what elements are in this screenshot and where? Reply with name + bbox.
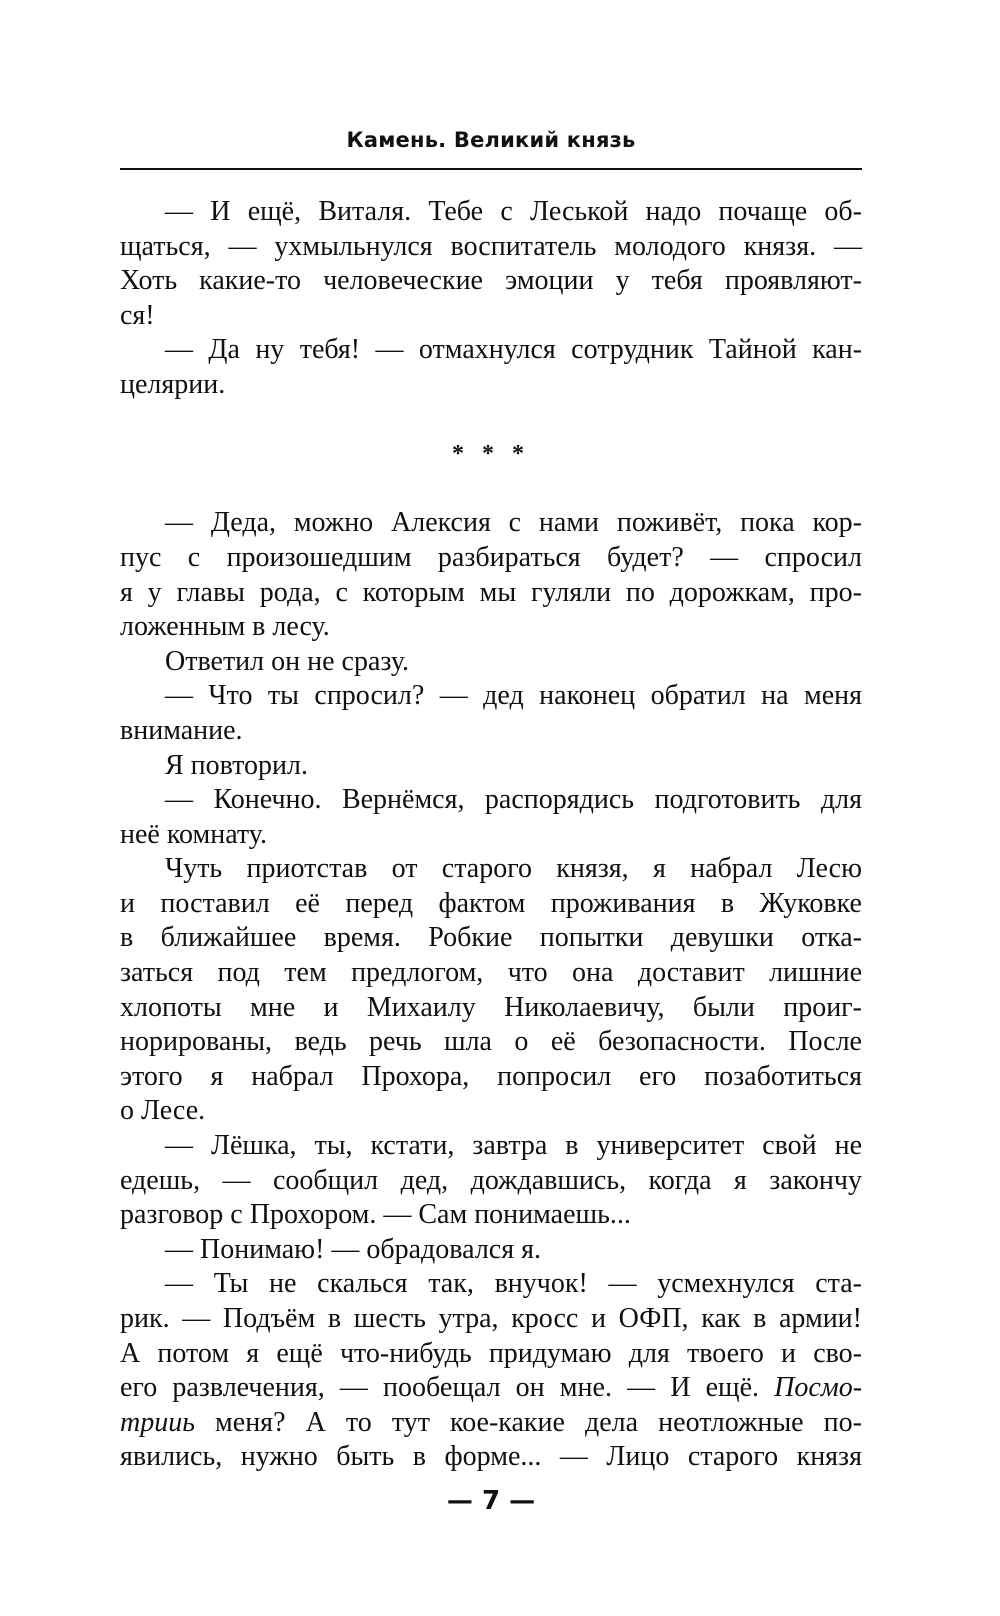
text-line: я у главы рода, с которым мы гуляли по дорожкам, про- bbox=[120, 576, 862, 608]
italic-word: Посмо- bbox=[774, 1372, 863, 1404]
text-line-mixed bbox=[120, 1371, 862, 1406]
text-line: явились, нужно быть в форме... — Лицо старого князя bbox=[120, 1441, 862, 1473]
page-number: — 7 — bbox=[446, 1486, 536, 1516]
text-line: — Да ну тебя! — отмахнулся сотрудник Тайной кан- bbox=[165, 334, 862, 366]
header-rule bbox=[120, 168, 862, 170]
text-line: — Конечно. Вернёмся, распорядись подготовить для bbox=[165, 784, 862, 816]
text-line-mixed bbox=[120, 1406, 862, 1441]
text-line: ся! bbox=[120, 299, 155, 331]
running-header: Камень. Великий князь bbox=[346, 128, 636, 152]
text-line: пус с произошедшим разбираться будет? — спросил bbox=[120, 541, 862, 573]
text-line: — И ещё, Виталя. Тебе с Леськой надо почаще об- bbox=[165, 196, 862, 227]
text-line: целярии. bbox=[120, 368, 226, 400]
text-line: Ответил он не сразу. bbox=[165, 645, 410, 677]
text-line: внимание. bbox=[120, 714, 243, 746]
text-line: в ближайшее время. Робкие попытки девушки отка- bbox=[120, 922, 862, 954]
text-line: — Понимаю! — обрадовался я. bbox=[165, 1233, 541, 1265]
text-line: — Что ты спросил? — дед наконец обратил на меня bbox=[165, 680, 862, 712]
text-line: — Деда, можно Алексия с нами поживёт, пока кор- bbox=[165, 507, 862, 539]
blank-line bbox=[120, 403, 862, 438]
text-line: этого я набрал Прохора, попросил его позаботиться bbox=[120, 1060, 862, 1092]
italic-word: трииь bbox=[120, 1406, 195, 1438]
blank-line bbox=[120, 472, 862, 507]
text-fragment: меня? А то тут кое-какие дела неотложные по- bbox=[194, 1406, 862, 1438]
text-line: хлопоты мне и Михаилу Николаевичу, были проиг- bbox=[120, 991, 862, 1023]
text-line: заться под тем предлогом, что она доставит лишние bbox=[120, 957, 862, 989]
text-line: щаться, — ухмыльнулся воспитатель молодого князя. — bbox=[120, 230, 862, 262]
text-line: — Лёшка, ты, кстати, завтра в университет свой не bbox=[165, 1130, 862, 1162]
section-separator: * * * bbox=[452, 441, 530, 468]
text-line: ложенным в лесу. bbox=[120, 611, 330, 643]
text-line: неё комнату. bbox=[120, 818, 267, 850]
body-text bbox=[120, 195, 862, 1475]
text-line: рик. — Подъём в шесть утра, кросс и ОФП, как в армии! bbox=[120, 1303, 862, 1334]
text-line: и поставил её перед фактом проживания в Жуковке bbox=[120, 887, 862, 919]
text-fragment: его развлечения, — пообещал он мне. — И ещё. bbox=[120, 1372, 760, 1404]
text-line: норированы, ведь речь шла о её безопасности. После bbox=[120, 1026, 862, 1058]
text-line: Я повторил. bbox=[165, 749, 309, 781]
text-line: едешь, — сообщил дед, дождавшись, когда я закончу bbox=[120, 1164, 862, 1196]
text-line: Хоть какие-то человеческие эмоции у тебя проявляют- bbox=[120, 265, 862, 297]
text-line: А потом я ещё что-нибудь придумаю для твоего и сво- bbox=[120, 1337, 862, 1369]
text-line: — Ты не скалься так, внучок! — усмехнулся ста- bbox=[165, 1268, 862, 1300]
text-line: о Лесе. bbox=[120, 1095, 206, 1127]
text-line: Чуть приотстав от старого князя, я набрал Лесю bbox=[165, 853, 862, 885]
text-line: разговор с Прохором. — Сам понимаешь... bbox=[120, 1199, 631, 1231]
